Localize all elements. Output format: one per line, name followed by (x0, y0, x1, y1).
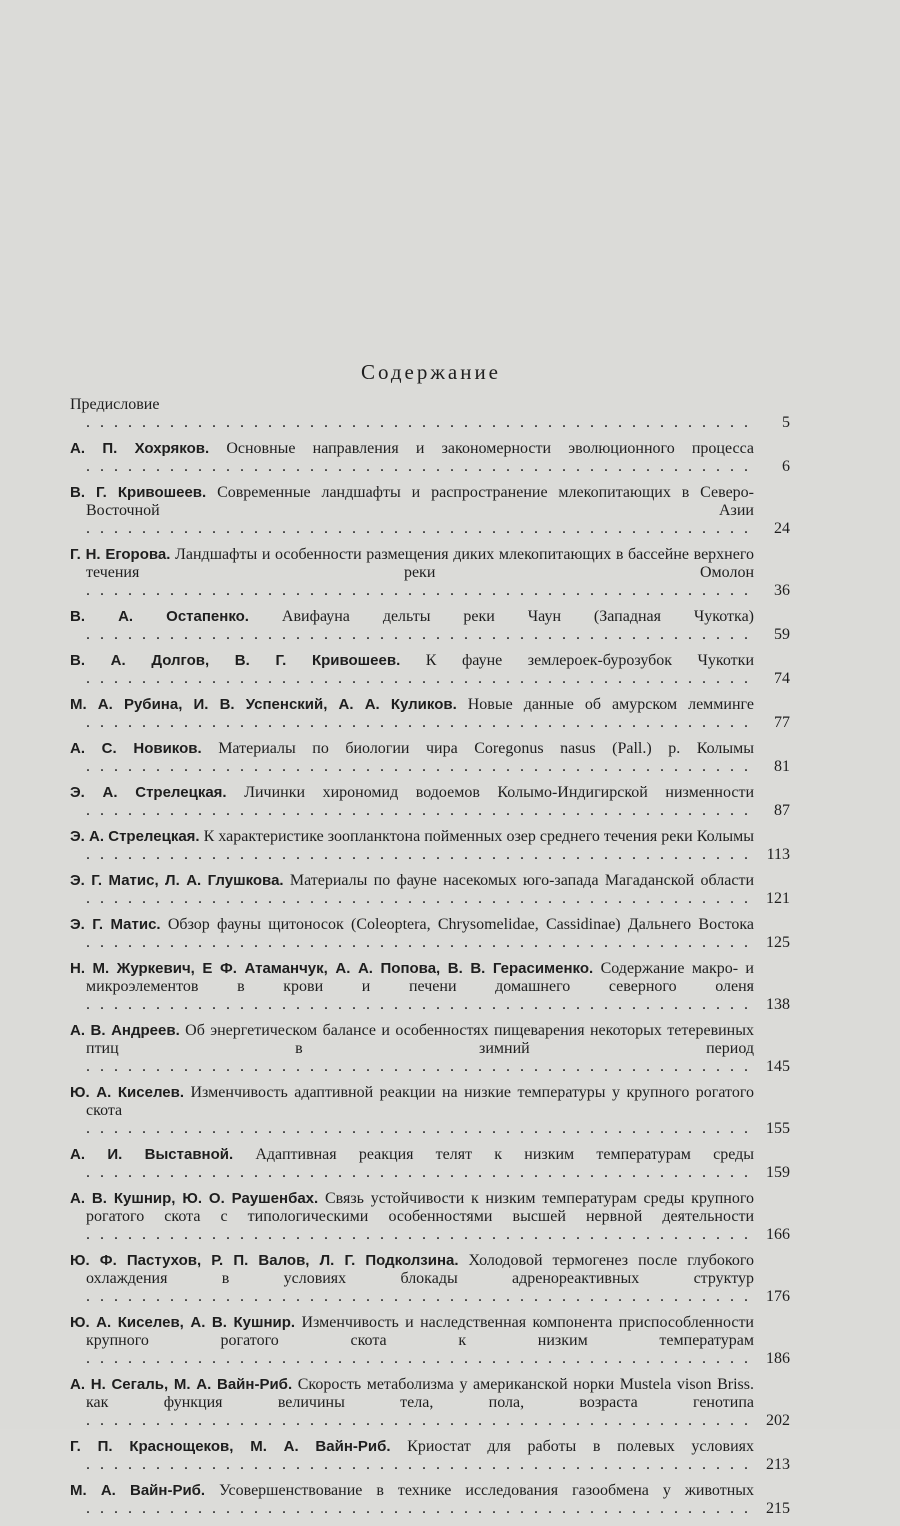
toc-entry-authors: Э. А. Стрелецкая. (70, 828, 200, 845)
toc-entry-authors: А. С. Новиков. (70, 740, 202, 757)
toc-entry-page-number: 87 (774, 802, 790, 819)
toc-entry-text (70, 696, 754, 732)
toc-entry-page-number: 166 (766, 1226, 790, 1243)
toc-entry-authors: В. А. Остапенко. (70, 608, 249, 625)
toc-entry-page-number: 59 (774, 626, 790, 643)
toc-entry-text (70, 784, 754, 820)
toc-entry-page-number: 159 (766, 1164, 790, 1181)
toc-entry (70, 1190, 790, 1244)
toc-entry-authors: А. В. Кушнир, Ю. О. Раушенбах. (70, 1190, 319, 1207)
toc-entry-title: Предисловие (70, 396, 160, 413)
toc-entry (70, 960, 790, 1014)
toc-entry-page-number: 176 (766, 1288, 790, 1305)
toc-entry (70, 546, 790, 600)
toc-entry (70, 916, 790, 952)
toc-entry-title: Усовершенствование в технике исследования газообмена у животных (219, 1482, 754, 1499)
toc-entry-text (70, 916, 754, 952)
toc-entry-authors: В. Г. Кривошеев. (70, 484, 207, 501)
toc-entry-title: Изменчивость и наследственная компонента приспособленности крупного рогатого скота к низким температурам (86, 1314, 754, 1349)
toc-entry-page-number: 215 (766, 1500, 790, 1517)
toc-entry-page-number: 121 (766, 890, 790, 907)
toc-entry (70, 696, 790, 732)
table-of-contents (70, 396, 790, 1526)
toc-entry-page-number: 145 (766, 1058, 790, 1075)
toc-entry-authors: Г. Н. Егорова. (70, 546, 171, 563)
toc-entry-title: Скорость метаболизма у американской норки Mustela vison Briss. как функция величины тела, пола, возраста генотипа (86, 1376, 754, 1411)
toc-entry-text (70, 440, 754, 476)
toc-entry-title: Современные ландшафты и распространение млекопитающих в Северо-Восточной Азии (86, 484, 754, 519)
toc-entry-page-number: 74 (774, 670, 790, 687)
toc-entry-authors: Э. Г. Матис, Л. А. Глушкова. (70, 872, 284, 889)
toc-entry-text (70, 1438, 754, 1474)
toc-entry-text (70, 1190, 754, 1244)
toc-entry-title: Адаптивная реакция телят к низким температурам среды (255, 1146, 754, 1163)
toc-entry-text (70, 546, 754, 600)
toc-entry (70, 608, 790, 644)
toc-entry-title: Новые данные об амурском лемминге (467, 696, 754, 713)
toc-entry-text (70, 396, 754, 432)
toc-entry-text (70, 1376, 754, 1430)
toc-entry (70, 1482, 790, 1518)
toc-entry-authors: Ю. Ф. Пастухов, Р. П. Валов, Л. Г. Подколзина. (70, 1252, 459, 1269)
toc-entry-title: Личинки хирономид водоемов Колымо-Индигирской низменности (244, 784, 754, 801)
toc-entry-page-number: 213 (766, 1456, 790, 1473)
toc-entry (70, 1438, 790, 1474)
toc-entry-title: Криостат для работы в полевых условиях (407, 1438, 754, 1455)
toc-entry-text (70, 960, 754, 1014)
toc-entry-authors: Э. А. Стрелецкая. (70, 784, 227, 801)
toc-entry (70, 784, 790, 820)
toc-entry-title: Об энергетическом балансе и особенностях пищеварения некоторых тетеревиных птиц в зимний период (86, 1022, 754, 1057)
toc-entry-title: Авифауна дельты реки Чаун (Западная Чукотка) (281, 608, 754, 625)
toc-entry-page-number: 113 (766, 846, 790, 863)
toc-entry-page-number: 138 (766, 996, 790, 1013)
toc-entry (70, 740, 790, 776)
toc-entry-text (70, 1084, 754, 1138)
toc-entry-authors: Н. М. Журкевич, Е Ф. Атаманчук, А. А. Попова, В. В. Герасименко. (70, 960, 594, 977)
toc-entry-title: Материалы по биологии чира Coregonus nasus (Pall.) р. Колымы (218, 740, 754, 757)
toc-entry (70, 440, 790, 476)
toc-entry-page-number: 77 (774, 714, 790, 731)
toc-entry (70, 1252, 790, 1306)
toc-entry-page-number: 6 (782, 458, 790, 475)
toc-entry-text (70, 1146, 754, 1182)
toc-entry-title: Обзор фауны щитоносок (Coleoptera, Chrysomelidae, Cassidinae) Дальнего Востока (167, 916, 754, 933)
toc-entry-title: Основные направления и закономерности эволюционного процесса (226, 440, 754, 457)
toc-entry-page-number: 5 (782, 414, 790, 431)
toc-entry (70, 828, 790, 864)
toc-entry (70, 872, 790, 908)
toc-entry-authors: Ю. А. Киселев. (70, 1084, 185, 1101)
toc-entry (70, 1314, 790, 1368)
toc-entry-page-number: 81 (774, 758, 790, 775)
toc-entry-text (70, 484, 754, 538)
toc-entry-authors: Г. П. Краснощеков, М. А. Вайн-Риб. (70, 1438, 391, 1455)
toc-entry-authors: А. В. Андреев. (70, 1022, 180, 1039)
toc-entry (70, 652, 790, 688)
toc-entry-authors: А. И. Выставной. (70, 1146, 234, 1163)
toc-entry (70, 1022, 790, 1076)
toc-entry-title: К фауне землероек-бурозубок Чукотки (425, 652, 754, 669)
toc-entry-page-number: 36 (774, 582, 790, 599)
toc-entry-authors: М. А. Рубина, И. В. Успенский, А. А. Куликов. (70, 696, 457, 713)
toc-entry-authors: А. П. Хохряков. (70, 440, 210, 457)
toc-entry-page-number: 202 (766, 1412, 790, 1429)
toc-entry-text (70, 1314, 754, 1368)
page-title: Содержание (360, 360, 502, 384)
toc-entry-text (70, 872, 754, 908)
toc-entry-title: Изменчивость адаптивной реакции на низкие температуры у крупного рогатого скота (86, 1084, 754, 1119)
toc-entry-page-number: 155 (766, 1120, 790, 1137)
toc-entry-text (70, 608, 754, 644)
toc-entry-text (70, 1252, 754, 1306)
toc-entry-title: Связь устойчивости к низким температурам среды крупного рогатого скота с типологическими особенностями высшей нервной деятельности (86, 1190, 754, 1225)
toc-entry-title: К характеристике зоопланктона пойменных озер среднего течения реки Колымы (203, 828, 754, 845)
toc-entry (70, 1376, 790, 1430)
toc-entry-text (70, 652, 754, 688)
toc-entry-text (70, 828, 754, 864)
toc-entry-text (70, 1482, 754, 1518)
toc-entry-text (70, 1022, 754, 1076)
toc-entry-title: Ландшафты и особенности размещения диких млекопитающих в бассейне верхнего течения реки Омолон (86, 546, 754, 581)
toc-entry-authors: А. Н. Сегаль, М. А. Вайн-Риб. (70, 1376, 293, 1393)
toc-entry (70, 1084, 790, 1138)
toc-entry-authors: В. А. Долгов, В. Г. Кривошеев. (70, 652, 401, 669)
toc-entry-title: Содержание макро- и микроэлементов в крови и печени домашнего северного оленя (86, 960, 754, 995)
toc-entry-page-number: 24 (774, 520, 790, 537)
toc-entry (70, 1146, 790, 1182)
toc-entry-title: Материалы по фауне насекомых юго-запада Магаданской области (289, 872, 754, 889)
toc-entry-authors: М. А. Вайн-Риб. (70, 1482, 206, 1499)
toc-entry-authors: Ю. А. Киселев, А. В. Кушнир. (70, 1314, 296, 1331)
toc-entry-authors: Э. Г. Матис. (70, 916, 161, 933)
toc-entry-text (70, 740, 754, 776)
toc-entry-page-number: 186 (766, 1350, 790, 1367)
toc-entry-page-number: 125 (766, 934, 790, 951)
toc-entry (70, 484, 790, 538)
toc-entry-title: Холодовой термогенез после глубокого охлаждения в условиях блокады адренореактивных структур (86, 1252, 754, 1287)
toc-entry (70, 396, 790, 432)
